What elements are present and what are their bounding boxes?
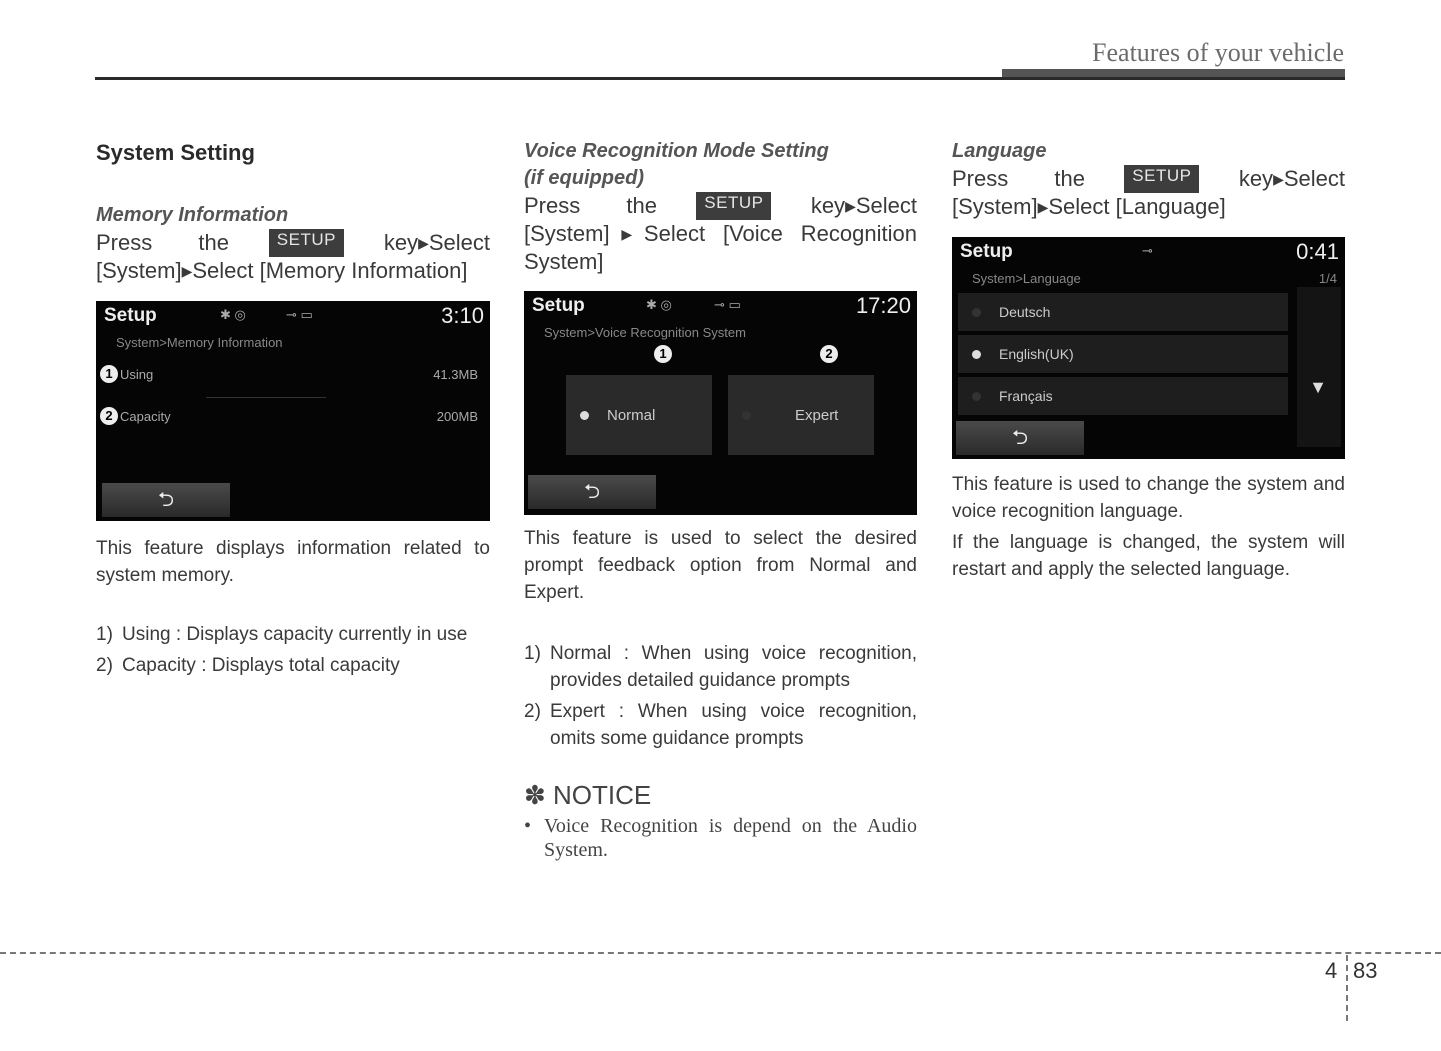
instr-press: Press the: [952, 166, 1085, 191]
setup-key-icon: SETUP: [1124, 165, 1199, 193]
radio-selected-icon: [580, 411, 589, 420]
arrow-right-icon: ▶: [181, 263, 193, 279]
memory-row-capacity: [100, 407, 478, 425]
badge-1: 1: [654, 345, 672, 363]
voice-screen: [524, 291, 917, 515]
screen-time: 17:20: [855, 293, 911, 318]
page-number: 83: [1353, 958, 1378, 983]
arrow-right-icon: ▶: [418, 235, 429, 251]
header-rule: [95, 77, 1345, 80]
notice-box: [524, 780, 917, 862]
setup-key-icon: SETUP: [269, 229, 344, 257]
using-value: 41.3MB: [433, 366, 478, 382]
language-subtitle: Language: [952, 140, 1047, 162]
using-label: Using: [120, 366, 154, 382]
instr-target: Select [Language]: [1048, 194, 1226, 219]
memory-description: This feature displays information related to system memory.: [96, 538, 490, 586]
language-description-2: If the language is changed, the system will restart and apply the selected language.: [952, 532, 1345, 580]
list-item: [96, 621, 490, 648]
memory-row-using: [100, 365, 478, 383]
bluetooth-icon: ✱ ◎: [220, 307, 246, 322]
screen-path: System>Voice Recognition System: [544, 325, 746, 340]
voice-instruction: [524, 192, 917, 275]
language-label: Deutsch: [999, 304, 1051, 320]
screen-path: System>Language: [972, 271, 1081, 286]
language-option-deutsch[interactable]: [958, 293, 1288, 331]
list-text: Normal : When using voice recognition, provides detailed guidance prompts: [550, 643, 917, 691]
page-indicator: 1/4: [1318, 271, 1337, 286]
screen-time: 0:41: [1296, 239, 1339, 264]
instr-system: [System]: [524, 221, 610, 246]
voice-description: This feature is used to select the desired prompt feedback option from Normal and Expert.: [524, 528, 917, 603]
language-instruction: [952, 165, 1345, 221]
notice-heading: ✽ NOTICE: [524, 780, 652, 810]
list-item: [96, 652, 490, 679]
voice-subtitle: Voice Recognition Mode Setting: [524, 140, 829, 162]
radio-selected-icon: [972, 350, 981, 359]
footer-rule: [0, 952, 1441, 954]
usb-icon: ⊸ ▭: [286, 307, 313, 322]
screen-path: System>Memory Information: [116, 335, 283, 350]
memory-screen: [96, 301, 490, 521]
row-divider: [206, 397, 326, 398]
language-option-english[interactable]: [958, 335, 1288, 373]
capacity-label: Capacity: [120, 408, 171, 424]
normal-mode-button[interactable]: [566, 375, 712, 455]
list-num: 1): [524, 643, 541, 664]
radio-unselected-icon: [972, 308, 981, 317]
arrow-right-icon: ▶: [609, 226, 644, 242]
back-button[interactable]: ⮌: [956, 421, 1084, 455]
instr-press: Press the: [96, 230, 229, 255]
badge-1: 1: [100, 365, 118, 383]
instr-select: Select: [428, 230, 490, 255]
badge-2: 2: [100, 407, 118, 425]
radio-unselected-icon: [742, 411, 751, 420]
capacity-value: 200MB: [436, 408, 478, 424]
arrow-right-icon: ▶: [845, 198, 856, 214]
scroll-down-icon[interactable]: ▼: [1309, 377, 1327, 397]
screen-title: Setup: [104, 305, 157, 326]
notice-item: [524, 814, 917, 862]
usb-icon: ⊸ ▭: [714, 297, 741, 312]
instr-target: Select [Memory Information]: [192, 258, 468, 283]
arrow-right-icon: ▶: [1273, 171, 1284, 187]
instr-key: key: [1238, 166, 1274, 191]
instr-system: [System]: [96, 258, 182, 283]
scrollbar[interactable]: [1297, 287, 1341, 447]
screen-time: 3:10: [441, 303, 484, 328]
screen-title: Setup: [960, 241, 1013, 262]
instr-press: Press the: [524, 193, 657, 218]
language-screen: [952, 237, 1345, 459]
back-button[interactable]: ⮌: [528, 475, 656, 509]
column-voice-recognition: [524, 138, 917, 862]
instr-select: Select: [855, 193, 917, 218]
instr-key: key: [383, 230, 419, 255]
radio-unselected-icon: [972, 392, 981, 401]
memory-list: [96, 621, 490, 679]
list-text: Expert : When using voice recognition, omits some guidance prompts: [550, 701, 917, 749]
badge-2: 2: [820, 345, 838, 363]
list-num: 2): [96, 655, 113, 676]
arrow-right-icon: ▶: [1037, 199, 1049, 215]
list-item: [524, 640, 917, 694]
usb-icon: ⊸: [1142, 243, 1153, 258]
language-label: English(UK): [999, 346, 1074, 362]
back-button[interactable]: ⮌: [102, 483, 230, 517]
language-label: Français: [999, 388, 1053, 404]
language-description-1: This feature is used to change the system and voice recognition language.: [952, 474, 1345, 522]
list-item: [524, 698, 917, 752]
bluetooth-icon: ✱ ◎: [646, 297, 672, 312]
list-text: Using : Displays capacity currently in use: [122, 624, 468, 645]
page-header-title: Features of your vehicle: [1092, 38, 1344, 67]
instr-system: [System]: [952, 194, 1038, 219]
list-num: 2): [524, 701, 541, 722]
language-option-francais[interactable]: [958, 377, 1288, 415]
section-title: System Setting: [96, 140, 255, 165]
notice-text: Voice Recognition is depend on the Audio System.: [544, 815, 917, 861]
memory-info-subtitle: Memory Information: [96, 204, 289, 226]
column-language: [952, 138, 1345, 583]
setup-key-icon: SETUP: [696, 192, 771, 220]
column-system-setting: [96, 138, 490, 679]
list-text: Capacity : Displays total capacity: [122, 655, 400, 676]
expert-mode-button[interactable]: [728, 375, 874, 455]
bullet-icon: •: [524, 815, 532, 837]
instr-key: key: [810, 193, 846, 218]
instr-target: Select [Voice Recognition System]: [524, 221, 917, 274]
screen-title: Setup: [532, 295, 585, 316]
instr-select: Select: [1283, 166, 1345, 191]
list-num: 1): [96, 624, 113, 645]
page-section-number: 4: [1325, 958, 1338, 983]
normal-label: Normal: [607, 406, 656, 424]
expert-label: Expert: [795, 406, 839, 424]
memory-instruction: [96, 229, 490, 285]
voice-list: [524, 640, 917, 752]
page-divider: [1346, 955, 1348, 1021]
voice-subtitle-equipped: (if equipped): [524, 167, 644, 189]
